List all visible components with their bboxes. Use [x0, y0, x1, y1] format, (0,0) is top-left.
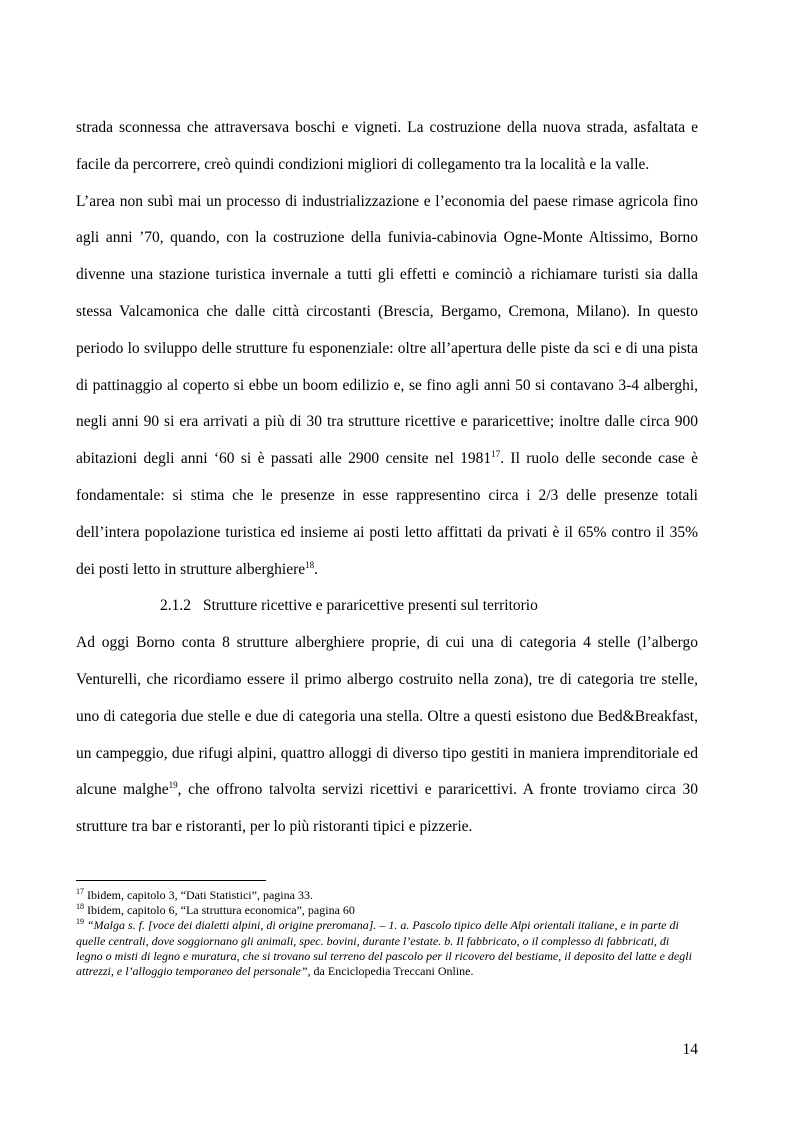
section-title: Strutture ricettive e pararicettive presenti sul territorio [203, 597, 538, 615]
paragraph-2-text-c: . [314, 560, 319, 578]
footnote-ref-19[interactable]: 19 [168, 780, 178, 791]
footnote-19 [76, 918, 698, 979]
section-heading [76, 588, 698, 625]
footnote-number: 17 [76, 887, 84, 896]
paragraph-2-text-b: . Il ruolo delle seconde case è fondamentale: si stima che le presenze in esse rappresentino circa i 2/3 delle presenze totali dell’intera popolazione turistica ed insieme ai posti letto affittati da privati è il 65% contro il 35% dei posti letto in strutture alberghiere [76, 450, 699, 578]
paragraph-1-text: strada sconnessa che attraversava boschi e vigneti. La costruzione della nuova strada, asfaltata e facile da percorrere, creò quindi condizioni migliori di collegamento tra la località e la valle. [76, 119, 698, 173]
paragraph-3 [76, 625, 698, 846]
footnote-number: 19 [76, 917, 84, 927]
footnote-text: da Enciclopedia Treccani Online. [310, 964, 474, 979]
footnotes [76, 888, 698, 979]
page-number: 14 [682, 1041, 698, 1058]
footnote-number: 18 [76, 902, 84, 912]
footnote-ref-17[interactable]: 17 [491, 449, 501, 460]
footnote-18 [76, 903, 698, 918]
footnote-separator [76, 880, 266, 881]
footnote-text: Ibidem, capitolo 6, “La struttura economica”, pagina 60 [87, 903, 355, 918]
footnote-quote: “Malga s. f. [voce dei dialetti alpini, di origine preromana]. – 1. a. Pascolo tipico delle Alpi orientali italiane, e in parte di quelle centrali, dove soggiornano gli animali, spec. bovini, durante l’estate. b. Il fabbricato, o il complesso di fabbricati, di legno o misti di legno e muratura, che si trovano sul terreno del pascolo per il ricovero del bestiame, il deposito del latte e degli attrezzi, e l’alloggio temporaneo del personale”, [76, 918, 692, 979]
footnote-ref-18[interactable]: 18 [305, 559, 315, 570]
footnote-17 [76, 888, 698, 903]
paragraph-2-text-a: L’area non subì mai un processo di industrializzazione e l’economia del paese rimase agricola fino agli anni ’70, quando, con la costruzione della funivia-cabinovia Ogne-Monte Altissimo, Borno divenne una stazione turistica invernale a tutti gli effetti e cominciò a richiamare turisti sia dalla stessa Valcamonica che dalle città circostanti (Brescia, Bergamo, Cremona, Milano). In questo periodo lo sviluppo delle strutture fu esponenziale: oltre all’apertura delle piste da sci e di una pista di pattinaggio al coperto si ebbe un boom edilizio e, se fino agli anni 50 si contavano 3-4 alberghi, negli anni 90 si era arrivati a più di 30 tra strutture ricettive e pararicettive; inoltre dalle circa 900 abitazioni degli anni ‘60 si è passati alle 2900 censite nel 1981 [76, 192, 698, 468]
paragraph-3-text-b: , che offrono talvolta servizi ricettivi e pararicettivi. A fronte troviamo circa 30 strutture tra bar e ristoranti, per lo più ristoranti tipici e pizzerie. [76, 781, 698, 836]
footnote-text: Ibidem, capitolo 3, “Dati Statistici”, pagina 33. [87, 888, 313, 902]
paragraph-1 [76, 110, 698, 184]
paragraph-3-text-a: Ad oggi Borno conta 8 strutture alberghiere proprie, di cui una di categoria 4 stelle (l’albergo Venturelli, che ricordiamo essere il primo albergo costruito nella zona), tre di categoria tre stelle, uno di categoria due stelle e due di categoria una stella. Oltre a questi esistono due Bed&Breakfast, un campeggio, due rifugi alpini, quattro alloggi di diverso tipo gestiti in maniera imprenditoriale ed alcune malghe [76, 634, 698, 799]
paragraph-2 [76, 184, 698, 589]
body-text [76, 110, 698, 846]
section-number: 2.1.2 [160, 597, 191, 615]
